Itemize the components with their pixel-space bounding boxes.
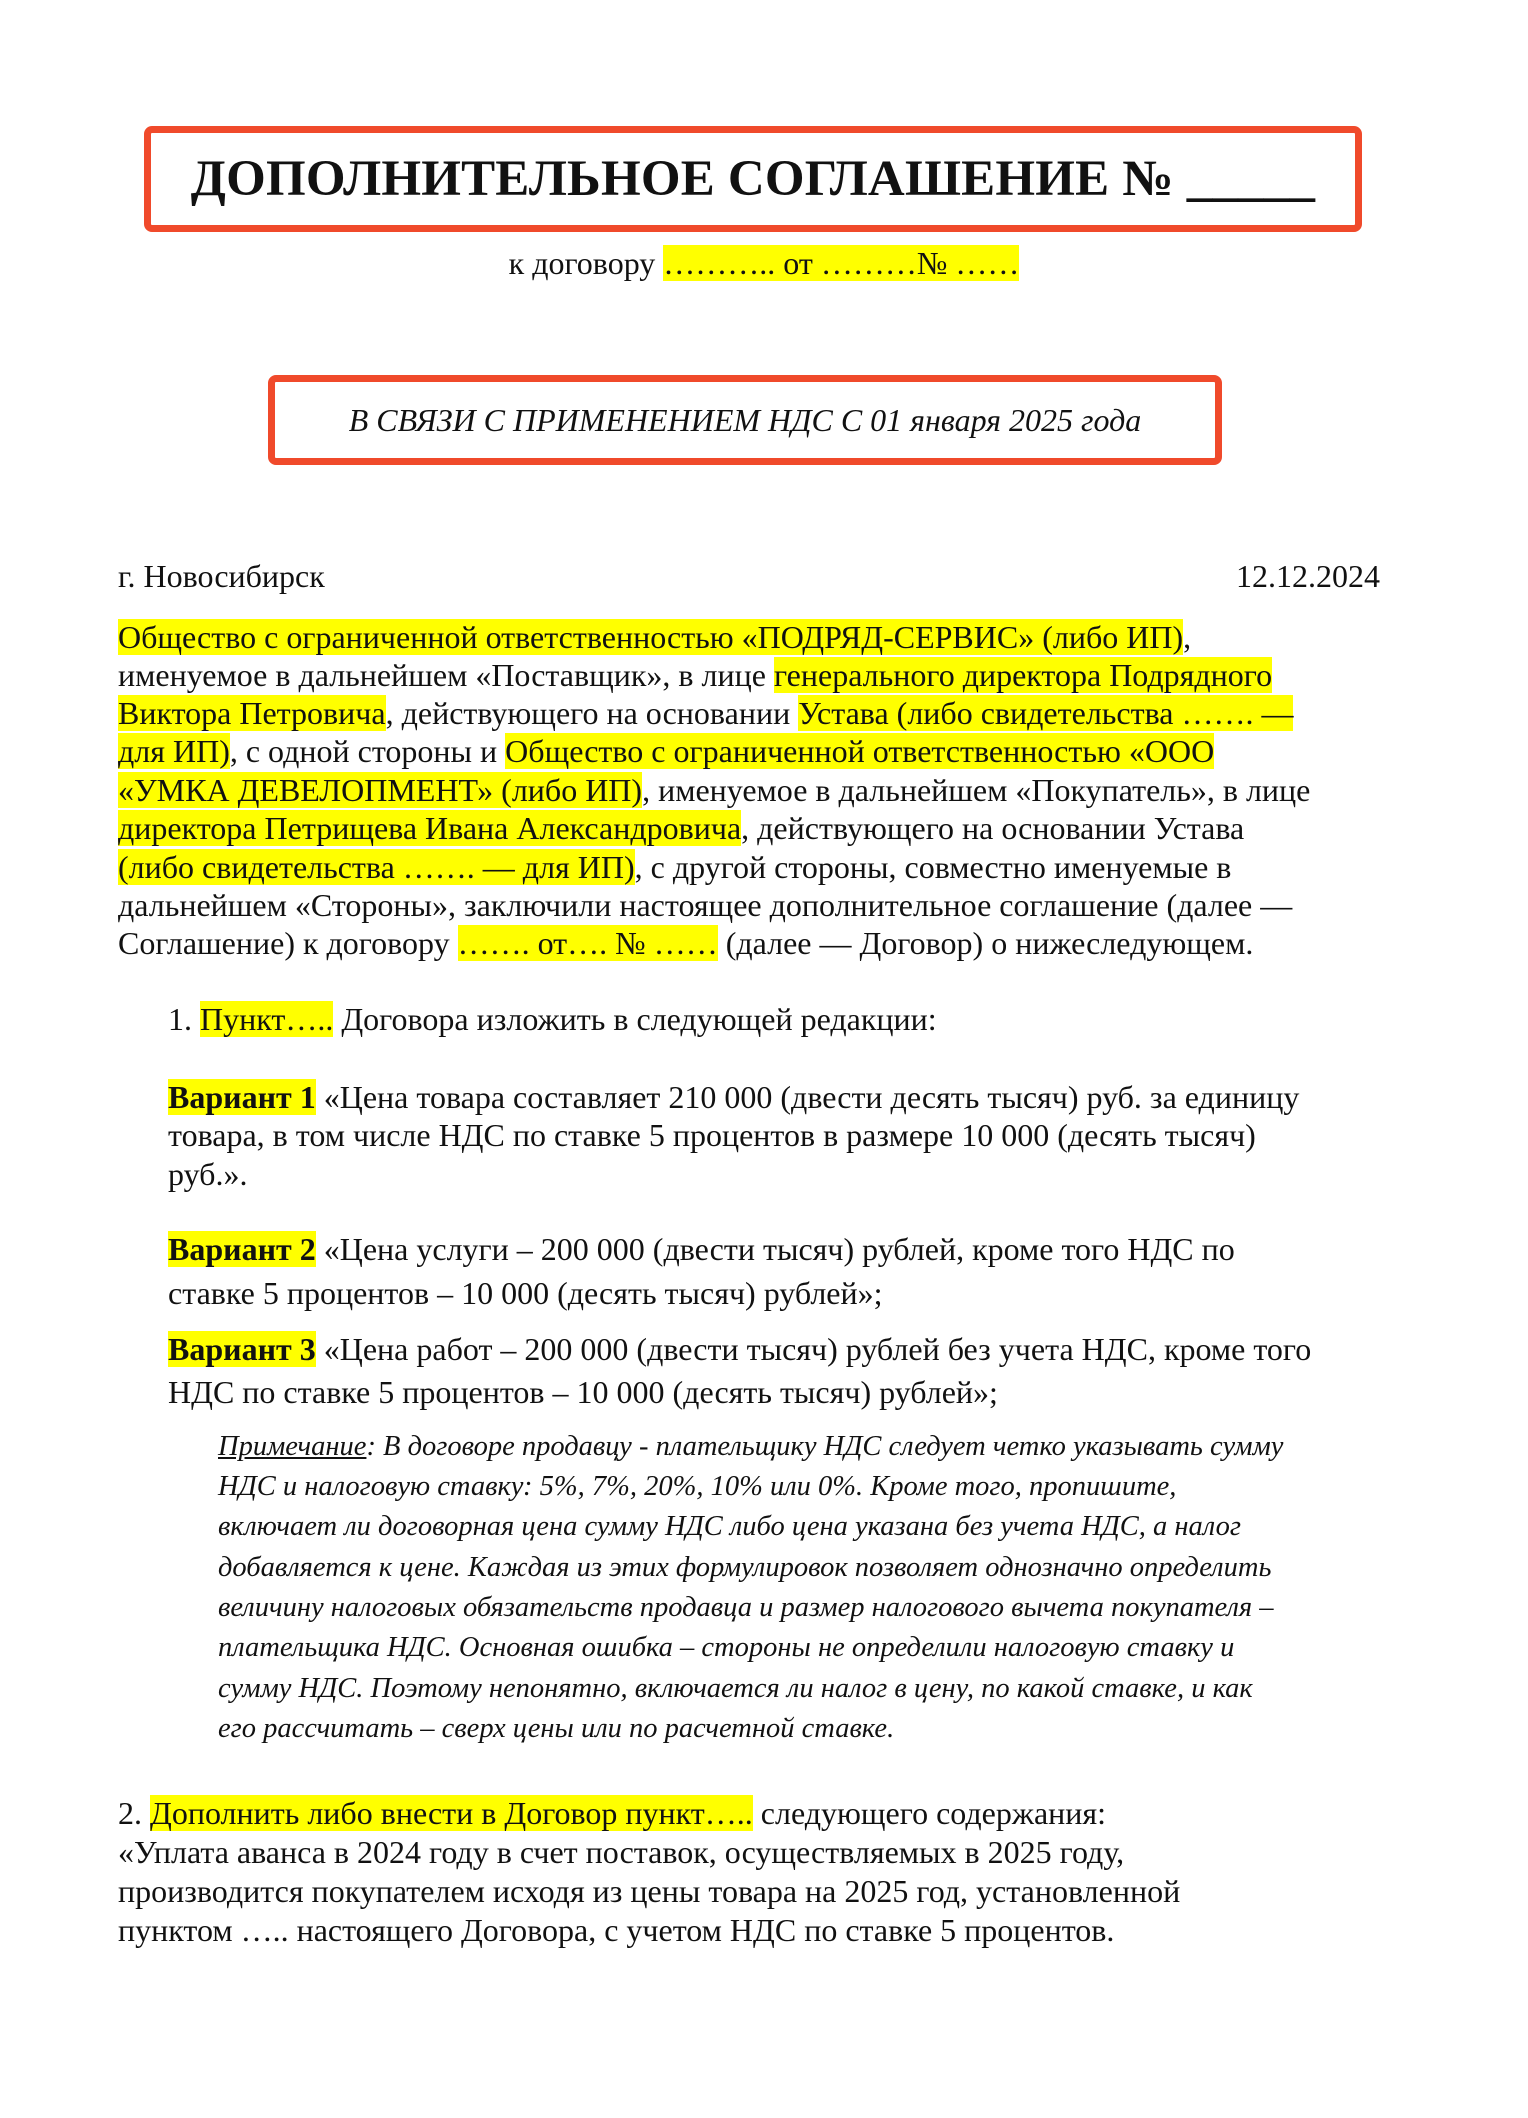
text-segment: плательщика НДС. Основная ошибка – стороны не определили налоговую ставку и (218, 1632, 1235, 1663)
text-segment: «Уплата аванса в 2024 году в счет поставок, осуществляемых в 2025 году, (118, 1834, 1125, 1870)
text-segment: его рассчитать – сверх цены или по расчетной ставке. (218, 1713, 895, 1744)
highlighted-text: генерального директора Подрядного (773, 657, 1273, 693)
highlighted-text: ……. от…. № …… (457, 925, 718, 961)
vat-banner-frame (268, 375, 1222, 465)
text-segment: , именуемое в дальнейшем «Покупатель», в лице (642, 772, 1311, 808)
variant-1-line (168, 1155, 247, 1194)
text-segment: ставке 5 процентов – 10 000 (десять тысяч) рублей»; (168, 1275, 883, 1311)
text-segment: 1. (168, 1001, 200, 1037)
highlighted-text: Дополнить либо внести в Договор пункт….. (150, 1795, 753, 1831)
contract-reference-prefix: к договору (508, 245, 664, 281)
text-segment: (далее — Договор) о нижеследующем. (717, 925, 1254, 961)
preamble-line (118, 924, 1253, 963)
text-segment: , действующего на основании (385, 695, 799, 731)
note-line (218, 1507, 1241, 1547)
text-segment: именуемое в дальнейшем «Поставщик», в лице (118, 657, 774, 693)
preamble-line (118, 656, 1272, 695)
preamble-line (118, 771, 1310, 810)
note-line (218, 1588, 1274, 1628)
variant-2-line (168, 1230, 1235, 1269)
item-1-heading (168, 1000, 937, 1039)
text-segment: Примечание (218, 1431, 367, 1462)
text-segment: «Цена работ – 200 000 (двести тысяч) рублей без учета НДС, кроме того (315, 1331, 1312, 1367)
text-segment: «Цена услуги – 200 000 (двести тысяч) рублей, кроме того НДС по (315, 1231, 1235, 1267)
item-2-line (118, 1833, 1124, 1872)
highlighted-text: Вариант 3 (168, 1331, 316, 1367)
contract-reference (0, 245, 1528, 282)
text-segment: , действующего на основании Устава (741, 810, 1245, 846)
item-2-line (118, 1872, 1180, 1911)
document-title: ДОПОЛНИТЕЛЬНОЕ СОГЛАШЕНИЕ № _____ (190, 151, 1316, 207)
document-date: 12.12.2024 (1236, 558, 1380, 594)
variant-2-line (168, 1274, 883, 1313)
text-segment: НДС и налоговую ставку: 5%, 7%, 20%, 10% или 0%. Кроме того, пропишите, (218, 1471, 1177, 1502)
text-segment: руб.». (168, 1156, 248, 1192)
text-segment: следующего содержания: (752, 1795, 1107, 1831)
highlighted-text: Пункт….. (200, 1001, 334, 1037)
text-segment: : В договоре продавцу - плательщику НДС следует четко указывать сумму (366, 1431, 1284, 1462)
note-line (218, 1669, 1253, 1709)
highlighted-text: (либо свидетельства ……. — для ИП) (118, 849, 635, 885)
text-segment: товара, в том числе НДС по ставке 5 процентов в размере 10 000 (десять тысяч) (168, 1117, 1256, 1153)
text-segment: дальнейшем «Стороны», заключили настоящее дополнительное соглашение (далее — (118, 887, 1293, 923)
note-line (218, 1467, 1176, 1507)
text-segment: , с другой стороны, совместно именуемые в (634, 849, 1232, 885)
highlighted-text: директора Петрищева Ивана Александровича (118, 810, 742, 846)
highlighted-text: Вариант 1 (168, 1079, 316, 1115)
text-segment: 2. (118, 1795, 150, 1831)
contract-reference-placeholder: ……….. от ………№ …… (663, 245, 1020, 281)
variant-1-line (168, 1116, 1256, 1155)
preamble-line (118, 886, 1292, 925)
text-segment: добавляется к цене. Каждая из этих формулировок позволяет однозначно определить (218, 1552, 1272, 1583)
note-line (218, 1628, 1234, 1668)
highlighted-text: для ИП) (118, 733, 230, 769)
note-line (218, 1427, 1283, 1467)
preamble-line (118, 618, 1191, 657)
text-segment: НДС по ставке 5 процентов – 10 000 (десять тысяч) рублей»; (168, 1374, 998, 1410)
item-2-line (118, 1794, 1106, 1833)
note-line (218, 1709, 894, 1749)
text-segment: производится покупателем исходя из цены товара на 2025 год, установленной (118, 1873, 1181, 1909)
highlighted-text: Устава (либо свидетельства ……. — (798, 695, 1294, 731)
variant-3-line (168, 1330, 1311, 1369)
title-frame (144, 126, 1362, 232)
text-segment: пунктом ….. настоящего Договора, с учетом НДС по ставке 5 процентов. (118, 1912, 1115, 1948)
text-segment: «Цена товара составляет 210 000 (двести десять тысяч) руб. за единицу (315, 1079, 1300, 1115)
text-segment: , (1183, 619, 1192, 655)
highlighted-text: Виктора Петровича (118, 695, 386, 731)
item-2-line (118, 1911, 1114, 1950)
variant-1-line (168, 1078, 1299, 1117)
highlighted-text: Общество с ограниченной ответственностью «ПОДРЯД-СЕРВИС» (либо ИП) (118, 619, 1184, 655)
variant-3-line (168, 1373, 998, 1412)
text-segment: сумму НДС. Поэтому непонятно, включается ли налог в цену, по какой ставке, и как (218, 1673, 1253, 1704)
text-segment: величину налоговых обязательств продавца и размер налогового вычета покупателя – (218, 1592, 1274, 1623)
highlighted-text: «УМКА ДЕВЕЛОПМЕНТ» (либо ИП) (118, 772, 643, 808)
text-segment: Соглашение) к договору (118, 925, 458, 961)
preamble-line (118, 848, 1231, 887)
text-segment: , с одной стороны и (229, 733, 506, 769)
preamble-line (118, 694, 1293, 733)
preamble-line (118, 809, 1244, 848)
city: г. Новосибирск (118, 558, 325, 594)
highlighted-text: Вариант 2 (168, 1231, 316, 1267)
preamble-line (118, 732, 1214, 771)
text-segment: включает ли договорная цена сумму НДС либо цена указана без учета НДС, а налог (218, 1511, 1241, 1542)
vat-banner: В СВЯЗИ С ПРИМЕНЕНИЕМ НДС С 01 января 2025 года (348, 401, 1142, 438)
text-segment: Договора изложить в следующей редакции: (333, 1001, 937, 1037)
highlighted-text: Общество с ограниченной ответственностью «ООО (505, 733, 1215, 769)
note-line (218, 1548, 1271, 1588)
